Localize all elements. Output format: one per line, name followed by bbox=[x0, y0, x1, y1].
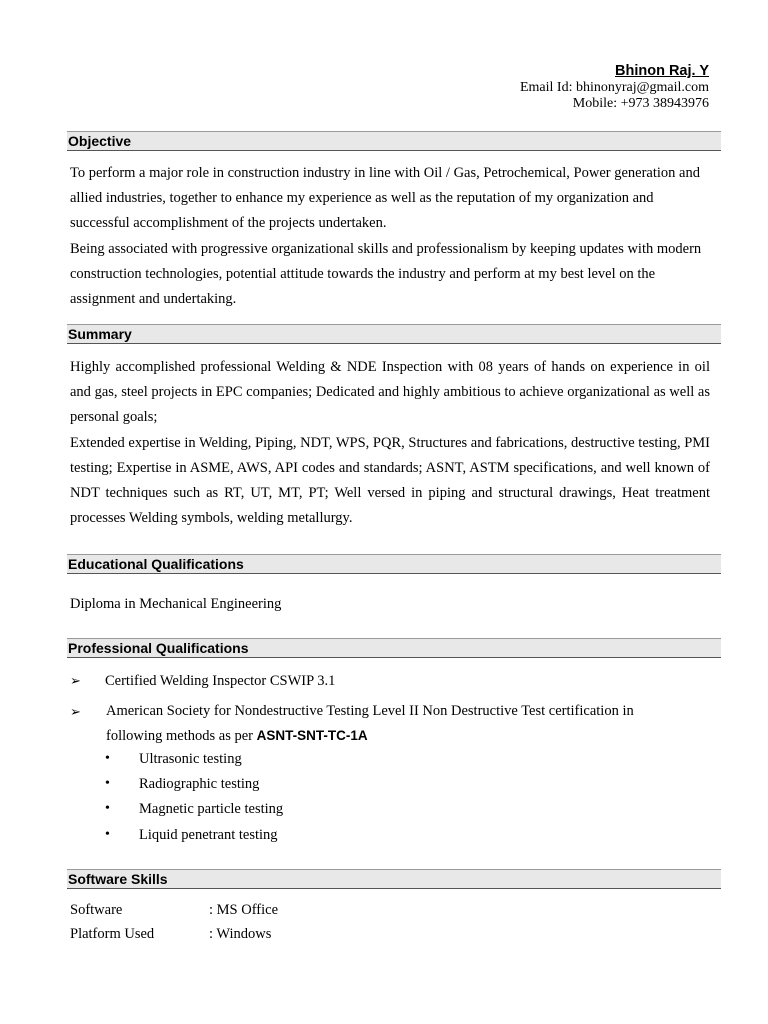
arrow-bullet-icon: ➢ bbox=[70, 673, 81, 688]
summary-paragraph-1: Highly accomplished professional Welding & NDE Inspection with 08 years of hands on experience in oil and gas, steel projects in EPC companies; Dedicated and highly ambitious to achieve organizational as well as personal goals; bbox=[70, 359, 710, 426]
email-line: Email Id: bhinonyraj@gmail.com bbox=[519, 80, 709, 95]
bullet-icon: • bbox=[105, 801, 110, 816]
qualification-asnt-line2 bbox=[106, 727, 368, 745]
arrow-bullet-icon: ➢ bbox=[70, 704, 81, 719]
method-item: Ultrasonic testing bbox=[139, 751, 242, 767]
summary-text bbox=[70, 355, 710, 531]
summary-paragraph-2: Extended expertise in Welding, Piping, NDT, WPS, PQR, Structures and fabrications, destructive testing, PMI testing; Expertise in ASME, AWS, API codes and standards; ASNT, ASTM specifications, and well known of NDT techniques such as RT, UT, MT, PT; Well versed in piping and structural drawings, Heat treatment processes Welding symbols, welding metallurgy. bbox=[70, 434, 710, 527]
asnt-line-prefix: following methods as per bbox=[106, 728, 257, 744]
software-title: Software Skills bbox=[68, 871, 168, 887]
contact-header bbox=[520, 62, 709, 112]
objective-text bbox=[70, 161, 710, 312]
method-item: Liquid penetrant testing bbox=[139, 827, 278, 843]
summary-title: Summary bbox=[68, 326, 132, 342]
education-heading bbox=[67, 554, 721, 574]
summary-heading bbox=[67, 324, 721, 344]
education-item: Diploma in Mechanical Engineering bbox=[70, 596, 282, 612]
asnt-standard: ASNT-SNT-TC-1A bbox=[256, 728, 368, 743]
method-item: Radiographic testing bbox=[139, 776, 260, 792]
professional-heading bbox=[67, 638, 721, 658]
bullet-icon: • bbox=[105, 751, 110, 766]
objective-paragraph-2: Being associated with progressive organizational skills and professionalism by keeping updates with modern construction technologies, potential attitude towards the industry and perform at my best level on the assignment and undertaking. bbox=[70, 240, 702, 308]
qualification-asnt-line1: American Society for Nondestructive Testing Level II Non Destructive Test certification in bbox=[106, 703, 634, 719]
software-value: : MS Office bbox=[209, 902, 279, 918]
platform-value: : Windows bbox=[209, 926, 272, 942]
objective-heading bbox=[67, 131, 721, 151]
objective-title: Objective bbox=[68, 133, 132, 149]
software-label: Software bbox=[70, 902, 123, 918]
method-item: Magnetic particle testing bbox=[139, 801, 284, 817]
bullet-icon: • bbox=[105, 776, 110, 791]
professional-title: Professional Qualifications bbox=[68, 640, 249, 656]
qualification-cswip: Certified Welding Inspector CSWIP 3.1 bbox=[105, 673, 336, 689]
software-heading bbox=[67, 869, 721, 889]
bullet-icon: • bbox=[105, 827, 110, 842]
platform-label: Platform Used bbox=[70, 926, 155, 942]
objective-paragraph-1: To perform a major role in construction industry in line with Oil / Gas, Petrochemical, Power generation and allied industries, together to enhance my experience as well as the reputation of my organization and successful accomplishment of the projects undertaken. bbox=[70, 165, 700, 232]
mobile-line: Mobile: +973 38943976 bbox=[572, 96, 709, 111]
education-title: Educational Qualifications bbox=[68, 556, 244, 572]
candidate-name: Bhinon Raj. Y bbox=[615, 63, 709, 79]
